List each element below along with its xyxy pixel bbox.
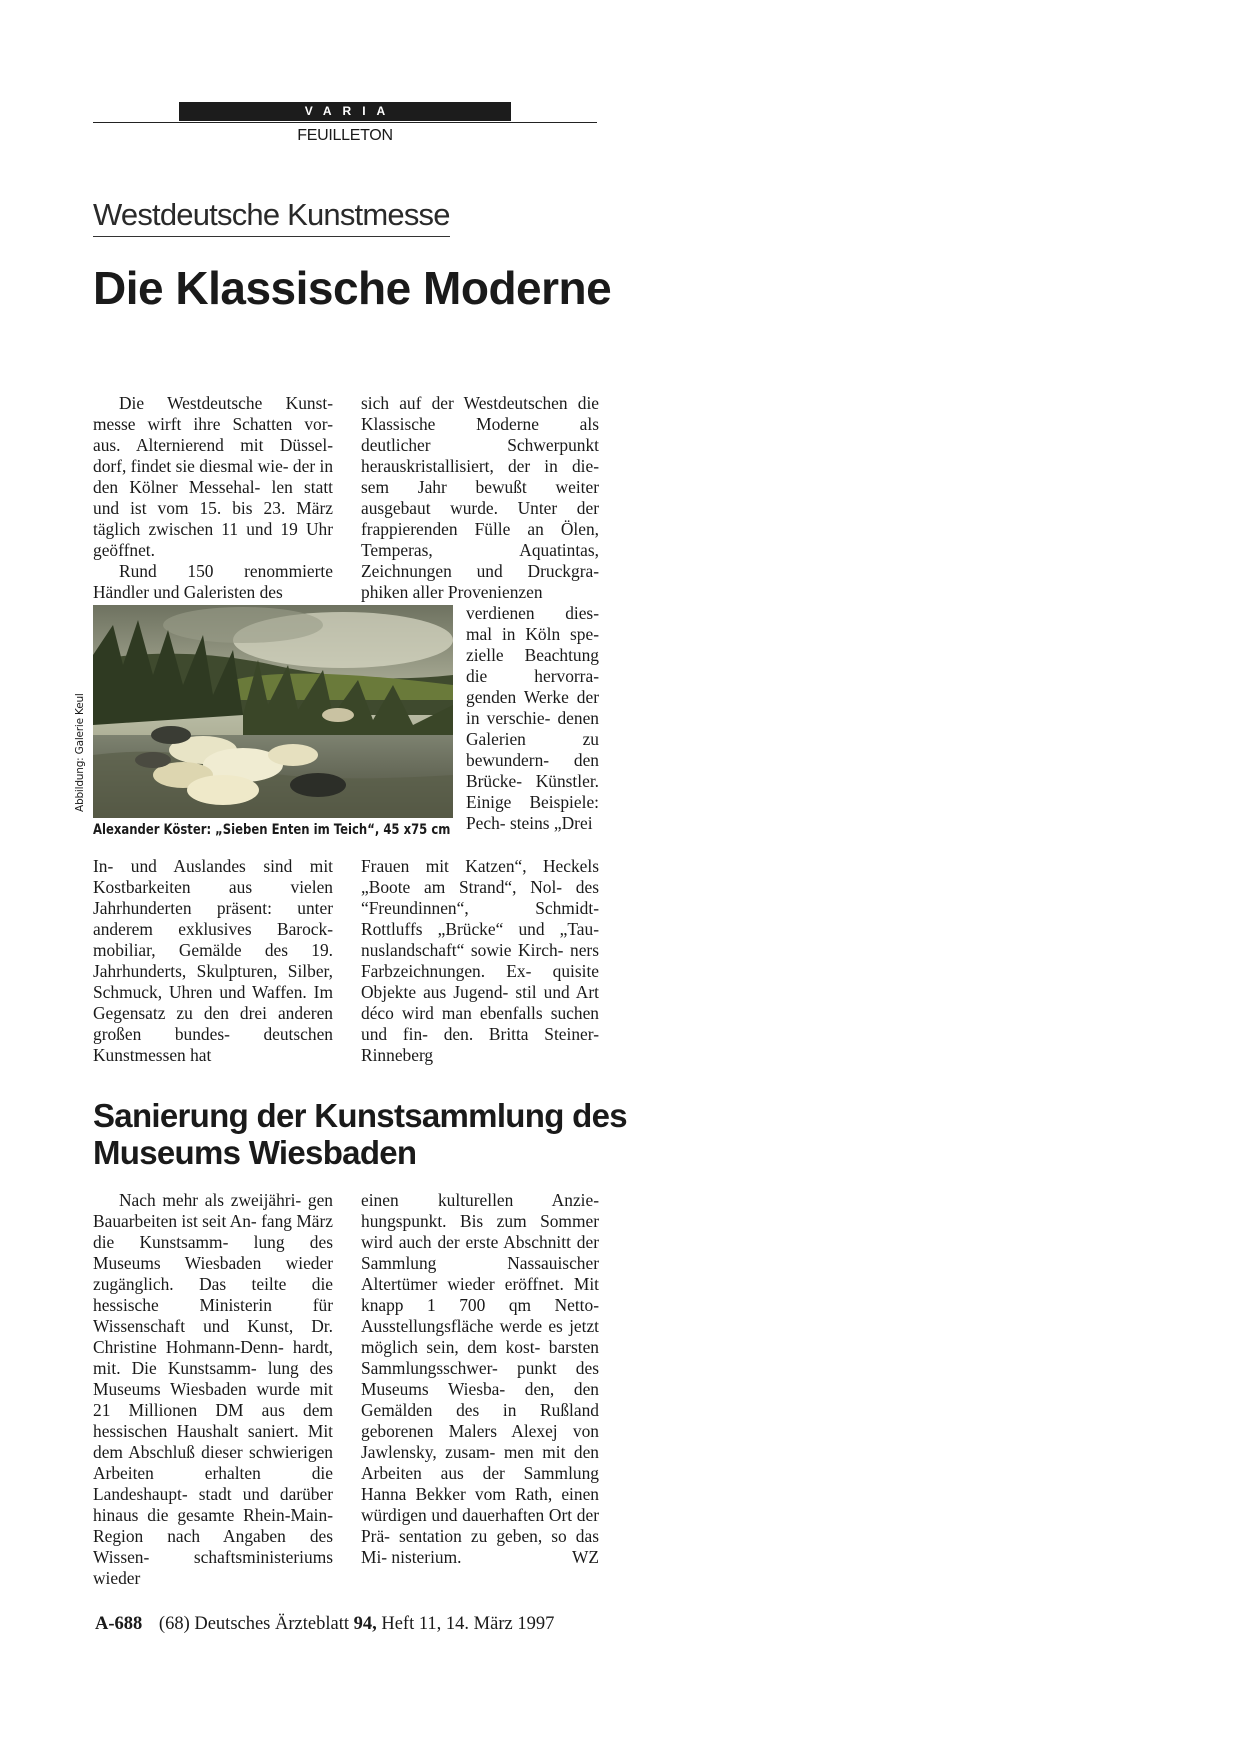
article1-right-column-bottom <box>361 856 599 1066</box>
section-label: VARIA <box>179 102 511 121</box>
journal-volume: 94, <box>353 1614 377 1634</box>
painting-image <box>93 605 453 818</box>
article-kicker: Westdeutsche Kunstmesse <box>93 197 450 237</box>
article1-left-text-bottom: In- und Auslandes sind mit Kostbarkeiten aus vielen Jahrhunderten präsent: unter anderem exklusives Barock- mobiliar, Gemälde des 19. Jahrhunderts, Skulpturen, Silber, Schmuck, Uhren und Waffen. Im Gegensatz zu den drei anderen großen bundes- deutschen Kunstmessen hat <box>93 856 333 1065</box>
article2-right-body: einen kulturellen Anzie- hungspunkt. Bis zum Sommer wird auch der erste Abschnitt der Sammlung Nassauischer Altertümer wieder eröffnet. Mit knapp 1 700 qm Netto- Ausstellungsfläche werde es jetzt möglich sein, dem kost- barsten Sammlungsschwer- punkt des Museums Wiesba- den, den Gemälden des in Rußland geborenen Malers Alexej von Jawlensky, zusam- men mit den Arbeiten aus der Sammlung Hanna Bekker vom Rath, einen würdigen und dauerhaften Ort der Prä- sentation zu geben, so das Mi- nisterium. <box>361 1190 599 1567</box>
ducks-painting-illustration <box>93 605 453 818</box>
article-headline: Die Klassische Moderne <box>93 262 612 314</box>
article1-left-column-top <box>93 393 333 603</box>
page-footer <box>95 1614 554 1635</box>
article1-left-column-bottom <box>93 856 333 1066</box>
article2-right-column <box>361 1190 599 1568</box>
article1-paragraph-1: Die Westdeutsche Kunst- messe wirft ihre Schatten vor- aus. Alternierend mit Düssel- dorf, findet sie diesmal wie- der in den Kölner Messehal- len statt und ist vom 15. bis 23. März täglich zwischen 11 und 19 Uhr geöffnet. <box>93 393 334 560</box>
article1-right-text-top: sich auf der Westdeutschen die Klassische Moderne als deutlicher Schwerpunkt herauskristallisiert, der in die- sem Jahr bewußt weiter ausgebaut wurde. Unter der frappierenden Fülle an Ölen, Temperas, Aquatintas, Zeichnungen und Druckgra- phiken aller Provenienzen <box>361 393 599 602</box>
article1-right-text-bottom: Frauen mit Katzen“, Heckels „Boote am Strand“, Nol- des “Freundinnen“, Schmidt- Rottluffs „Brücke“ und „Tau- nuslandschaft“ sowie Kirch- ners Farbzeichnungen. Ex- quisite Objekte aus Jugend- stil und Art déco wird man ebenfalls suchen und fin- den. Britta Steiner-Rinneberg <box>361 856 599 1065</box>
article2-right-text <box>361 1190 599 1568</box>
journal-name: (68) Deutsches Ärzteblatt <box>158 1614 349 1634</box>
page-number: A-688 <box>95 1614 143 1634</box>
article1-paragraph-2: Rund 150 renommierte Händler und Galeristen des <box>93 561 333 602</box>
article1-right-column-top <box>361 393 599 603</box>
article1-right-text-narrow: verdienen dies- mal in Köln spe- zielle Beachtung die hervorra- genden Werke der in verschie- denen Galerien zu bewundern- den Brücke- Künstler. Einige Beispiele: Pech- steins „Drei <box>466 603 599 833</box>
header-rule <box>93 122 597 123</box>
image-credit: Abbildung: Galerie Keul <box>74 693 86 812</box>
subsection-label: FEUILLETON <box>297 127 393 144</box>
article2-left-text: Nach mehr als zweijähri- gen Bauarbeiten ist seit An- fang März die Kunstsamm- lung des Museums Wiesbaden wieder zugänglich. Das teilte die hessische Ministerin für Wissenschaft und Kunst, Dr. Christine Hohmann-Denn- hardt, mit. Die Kunstsamm- lung des Museums Wiesbaden wurde mit 21 Millionen DM aus dem hessischen Haushalt saniert. Mit dem Abschluß dieser schwierigen Arbeiten erhalten die Landeshaupt- stadt und darüber hinaus die gesamte Rhein-Main-Region nach Angaben des Wissen- schaftsministeriums wieder <box>93 1190 334 1588</box>
image-caption: Alexander Köster: „Sieben Enten im Teich“, 45 x75 cm <box>93 822 451 838</box>
article2-headline: Sanierung der Kunstsammlung des Museums Wiesbaden <box>93 1097 627 1171</box>
article2-left-column <box>93 1190 333 1589</box>
issue-date: Heft 11, 14. März 1997 <box>381 1614 555 1634</box>
article2-signature: WZ <box>571 1547 599 1567</box>
article1-right-column-narrow <box>466 603 599 834</box>
